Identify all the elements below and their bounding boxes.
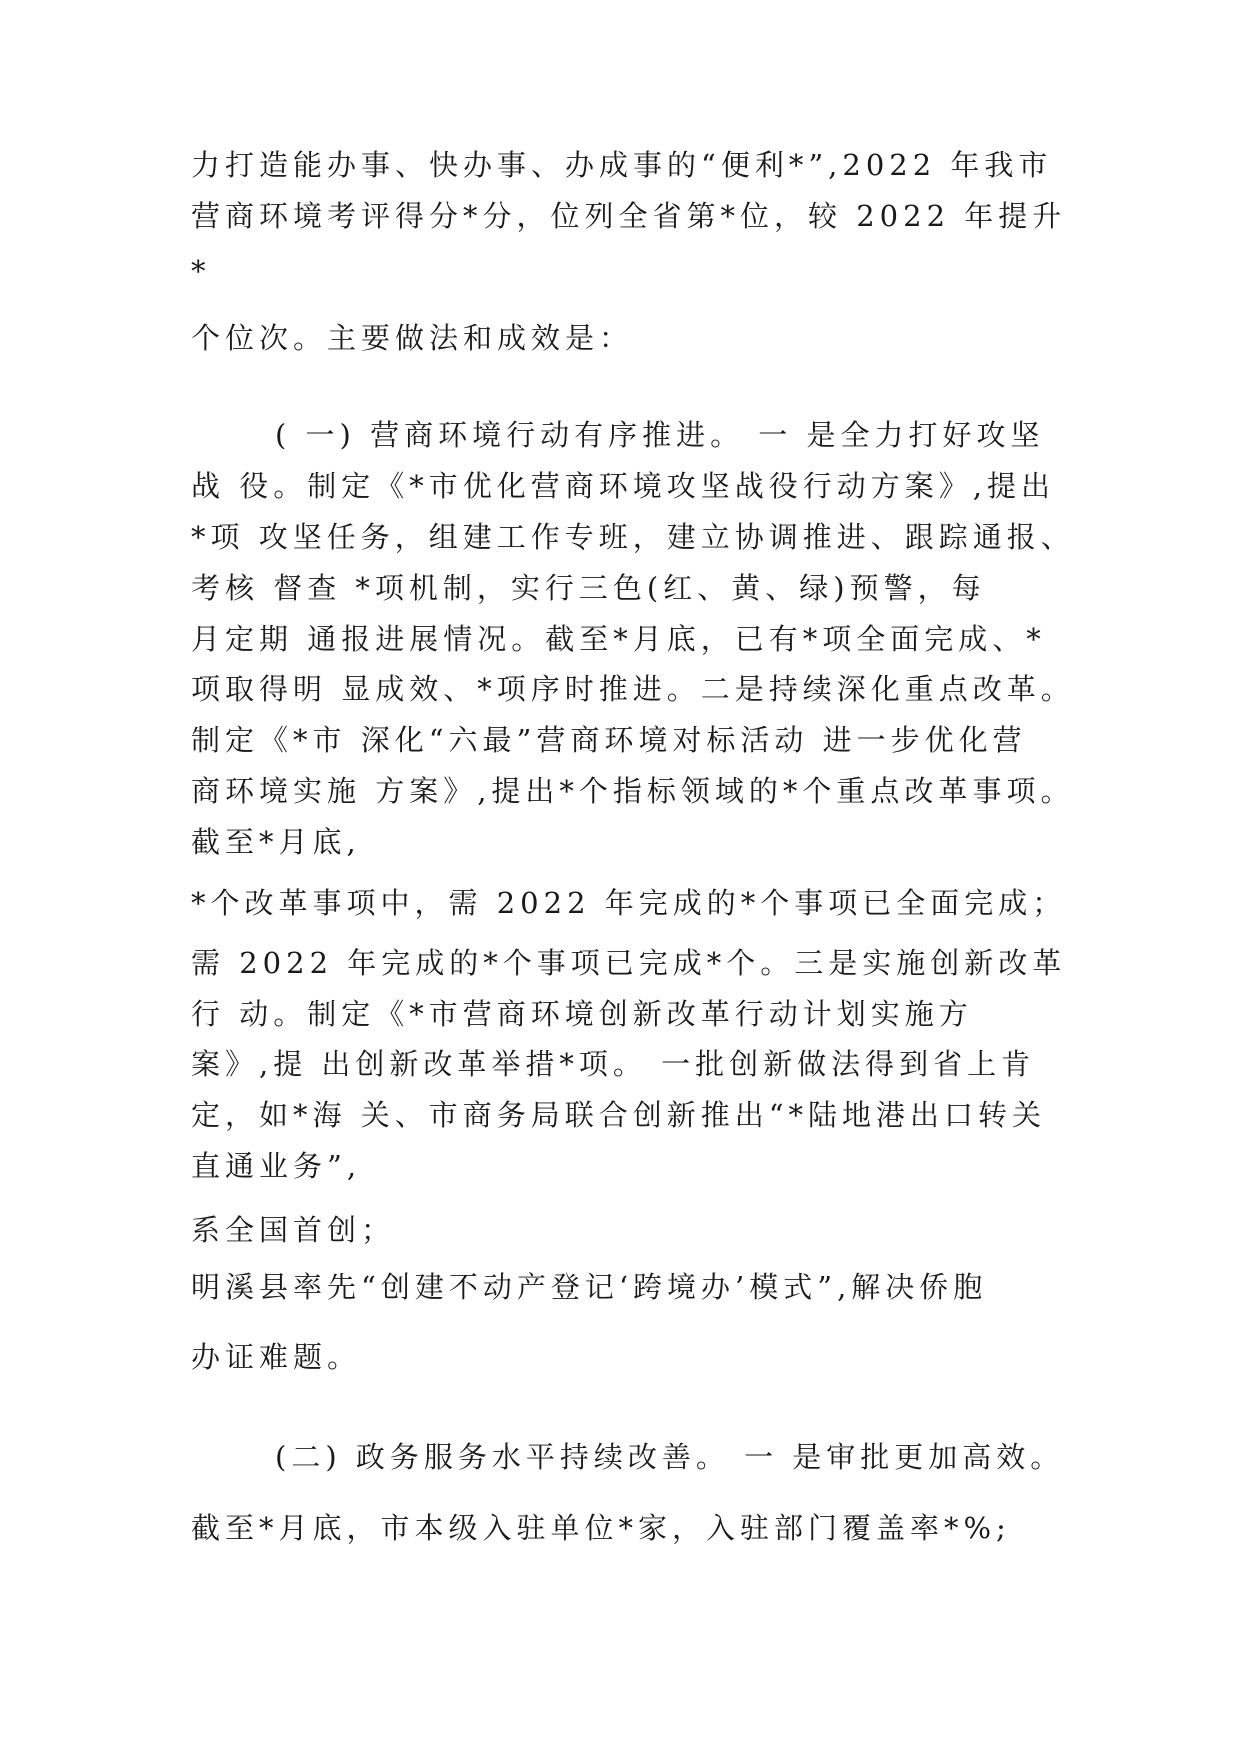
section-heading-2: (二) 政务服务水平持续改善。 一 是审批更加高效。	[275, 1440, 1065, 1474]
text-line: 制定《*市 深化“六最”营商环境对标活动 进一步优化营	[191, 723, 1027, 757]
text-line: *	[191, 254, 211, 288]
text-line: 截至*月底,	[191, 825, 361, 859]
text-line: 明溪县率先“创建不动产登记‘跨境办’模式”,解决侨胞	[191, 1270, 988, 1304]
text-line: 系全国首创；	[191, 1213, 396, 1247]
text-line: 需 2022 年完成的*个事项已完成*个。三是实施创新改革	[191, 946, 1067, 980]
text-line: *个改革事项中，需 2022 年完成的*个事项已全面完成；	[191, 886, 1067, 920]
text-line: 截至*月底，市本级入驻单位*家，入驻部门覆盖率*%;	[191, 1511, 1011, 1545]
text-line: 办证难题。	[191, 1340, 362, 1374]
text-line: 营商环境考评得分*分，位列全省第*位，较 2022 年提升	[191, 199, 1067, 233]
text-line: 行 动。制定《*市营商环境创新改革行动计划实施方	[191, 997, 973, 1031]
text-line: 个位次。主要做法和成效是：	[191, 321, 634, 355]
text-line: 战 役。制定《*市优化营商环境攻坚战役行动方案》,提出	[191, 469, 1055, 503]
text-line: 力打造能办事、快办事、办成事的“便利*”,2022 年我市	[191, 148, 1053, 182]
text-line: *项 攻坚任务，组建工作专班，建立协调推进、跟踪通报、	[191, 520, 1075, 554]
text-line: 月定期 通报进展情况。截至*月底，已有*项全面完成、*	[191, 622, 1046, 656]
text-line: 商环境实施 方案》,提出*个指标领域的*个重点改革事项。	[191, 774, 1075, 808]
text-line: 案》,提 出创新改革举措*项。 一批创新做法得到省上肯	[191, 1047, 1036, 1081]
text-line: 定，如*海 关、市商务局联合创新推出“*陆地港出口转关	[191, 1098, 1047, 1132]
text-line: 项取得明 显成效、*项序时推进。二是持续深化重点改革。	[191, 672, 1075, 706]
text-line: 直通业务”,	[191, 1149, 362, 1183]
text-line: 考核 督查 *项机制，实行三色(红、黄、绿)预警，每	[191, 571, 986, 605]
section-heading-1: ( 一) 营商环境行动有序推进。 一 是全力打好攻坚	[275, 418, 1045, 452]
